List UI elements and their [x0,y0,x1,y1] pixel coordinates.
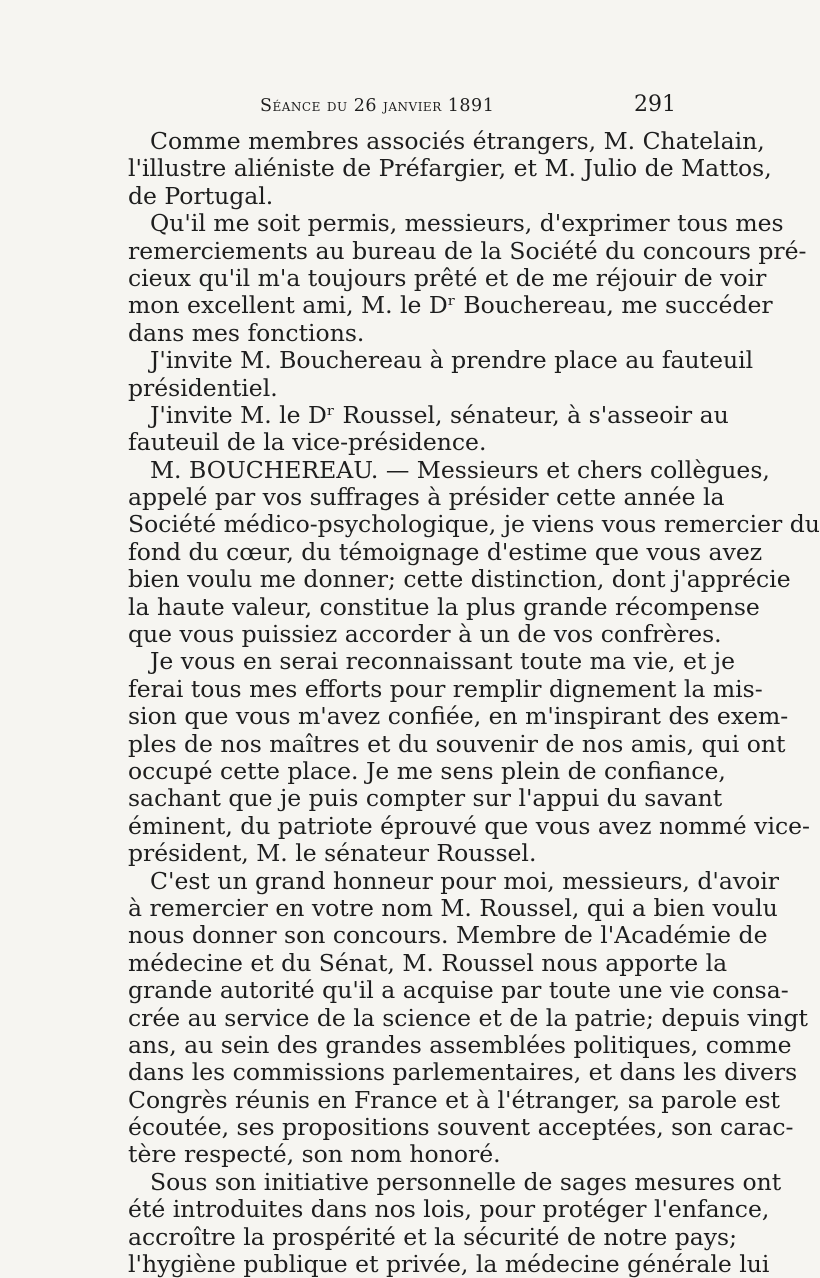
text-line: nous donner son concours. Membre de l'Académie de [128,921,768,950]
text-line: bien voulu me donner; cette distinction, dont j'apprécie [128,565,791,594]
text-line: J'invite M. le Dʳ Roussel, sénateur, à s'asseoir au [150,400,729,429]
text-line: dans mes fonctions. [128,318,365,347]
text-line: médecine et du Sénat, M. Roussel nous apporte la [128,948,728,977]
text-line: cieux qu'il m'a toujours prêté et de me réjouir de voir [128,263,767,292]
text-line: fond du cœur, du témoignage d'estime que vous avez [128,537,763,566]
text-line: de Portugal. [128,181,274,210]
text-line: sachant que je puis compter sur l'appui du savant [128,784,723,813]
text-line: crée au service de la science et de la patrie; depuis vingt [128,1003,808,1032]
text-line: C'est un grand honneur pour moi, messieurs, d'avoir [150,866,780,895]
text-line: ans, au sein des grandes assemblées politiques, comme [128,1030,792,1059]
running-head: Séance du 26 janvier 1891 [260,96,495,116]
text-line: ferai tous mes efforts pour remplir dignement la mis- [128,674,763,703]
text-line: éminent, du patriote éprouvé que vous avez nommé vice- [128,811,810,840]
text-line: mon excellent ami, M. le Dʳ Bouchereau, me succéder [128,291,773,320]
text-line: J'invite M. Bouchereau à prendre place au fauteuil [150,346,754,375]
text-line: grande autorité qu'il a acquise par toute une vie consa- [128,976,789,1005]
page-header [128,92,676,122]
text-line: écoutée, ses propositions souvent acceptées, son carac- [128,1113,794,1142]
page-number: 291 [634,92,676,117]
text-line: ples de nos maîtres et du souvenir de nos amis, qui ont [128,729,786,758]
text-line: Comme membres associés étrangers, M. Chatelain, [150,127,765,155]
text-line: la haute valeur, constitue la plus grande récompense [128,592,760,621]
text-line: Congrès réunis en France et à l'étranger, sa parole est [128,1085,780,1114]
body-text [128,127,820,1278]
text-line: sion que vous m'avez confiée, en m'inspirant des exem- [128,702,789,731]
text-line: Société médico-psychologique, je viens vous remercier du [128,510,820,539]
text-line: présidentiel. [128,373,278,402]
text-line: l'illustre aliéniste de Préfargier, et M. Julio de Mattos, [128,154,772,183]
text-line: Je vous en serai reconnaissant toute ma vie, et je [150,647,735,676]
text-line: M. BOUCHEREAU. — Messieurs et chers collègues, [150,455,770,484]
text-line: remerciements au bureau de la Société du concours pré- [128,236,807,265]
text-line: occupé cette place. Je me sens plein de confiance, [128,756,726,785]
text-line: Qu'il me soit permis, messieurs, d'exprimer tous mes [150,209,784,238]
text-line: que vous puissiez accorder à un de vos confrères. [128,620,722,649]
text-line: tère respecté, son nom honoré. [128,1140,501,1169]
text-line: président, M. le sénateur Roussel. [128,839,537,868]
text-line: l'hygiène publique et privée, la médecine générale lui [128,1250,770,1278]
text-line: à remercier en votre nom M. Roussel, qui a bien voulu [128,893,778,922]
text-line: accroître la prospérité et la sécurité de notre pays; [128,1222,738,1251]
text-line: été introduites dans nos lois, pour protéger l'enfance, [128,1195,770,1224]
text-line: fauteuil de la vice-présidence. [128,428,487,457]
text-line: appelé par vos suffrages à présider cette année la [128,483,725,512]
text-line: dans les commissions parlementaires, et dans les divers [128,1058,798,1087]
text-line: Sous son initiative personnelle de sages mesures ont [150,1167,782,1196]
